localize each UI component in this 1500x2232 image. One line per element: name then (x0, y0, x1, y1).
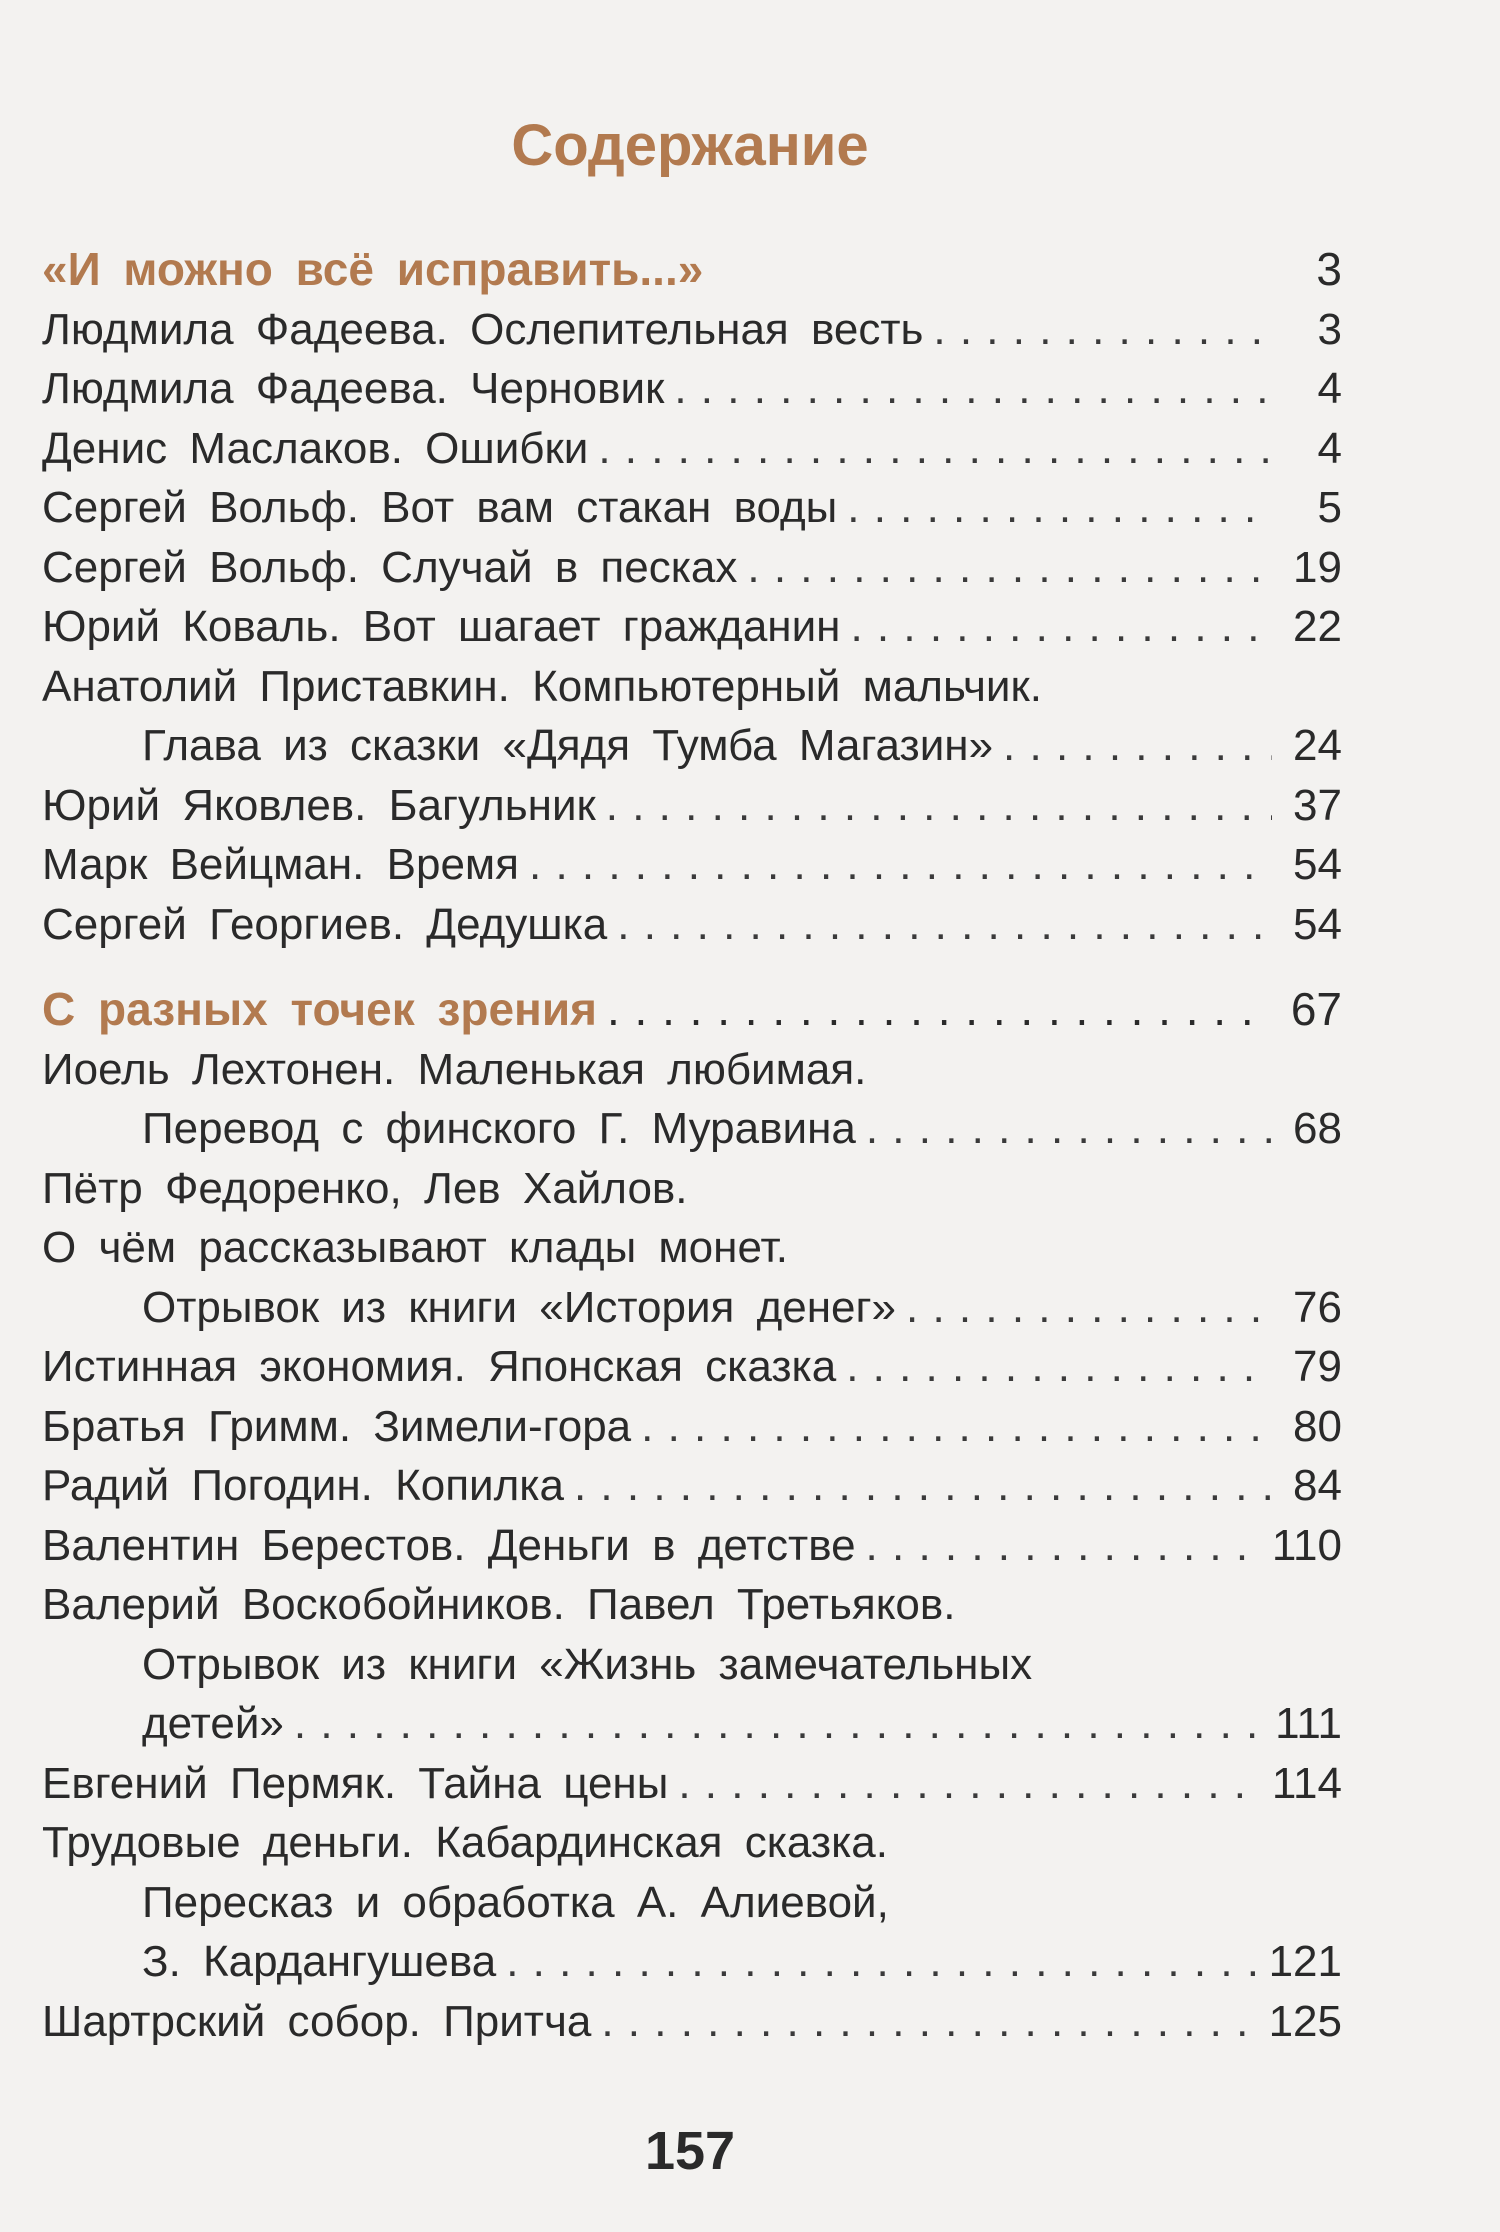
toc-entry-title: Денис Маслаков. Ошибки (42, 423, 589, 473)
dot-leader (506, 1932, 1258, 1992)
dot-leader (866, 1099, 1272, 1159)
toc-page-number: 79 (1293, 1342, 1342, 1391)
toc-page-number: 68 (1293, 1104, 1342, 1153)
toc-entry-title: Сергей Вольф. Вот вам стакан воды (42, 483, 838, 532)
toc-entry (42, 419, 1342, 479)
toc-entry-title: Юрий Яковлев. Багульник (42, 780, 596, 830)
toc-entry-title: Валерий Воскобойников. Павел Третьяков. (42, 1580, 956, 1629)
toc-section-heading (42, 980, 1342, 1040)
toc-entry-title: Шартрский собор. Притча (42, 1996, 592, 2046)
toc-entry-title: Трудовые деньги. Кабардинская сказка. (42, 1818, 888, 1867)
table-of-contents (42, 240, 1342, 2051)
dot-leader (617, 895, 1272, 955)
toc-entry (42, 835, 1342, 895)
toc-entry-title: Отрывок из книги «История денег» (142, 1282, 897, 1332)
toc-entry (42, 597, 1342, 657)
dot-leader (933, 300, 1272, 360)
toc-entry-title: О чём рассказывают клады монет. (42, 1223, 788, 1272)
toc-entry (42, 657, 1342, 717)
toc-page-number: 114 (1271, 1758, 1342, 1808)
toc-page-number: 54 (1293, 840, 1342, 889)
toc-entry-title: Валентин Берестов. Деньги в детстве (42, 1520, 856, 1570)
toc-entry-title: «И можно всё исправить...» (42, 243, 704, 295)
page-number: 157 (644, 2121, 736, 2181)
toc-entry (42, 1278, 1342, 1338)
toc-entry (42, 1337, 1342, 1397)
toc-page-number: 110 (1271, 1520, 1342, 1570)
toc-entry-title: Пересказ и обработка А. Алиевой, (142, 1877, 889, 1927)
dot-leader (674, 359, 1272, 419)
toc-entry (42, 1754, 1342, 1814)
dot-leader (678, 1754, 1262, 1814)
dot-leader (866, 1516, 1262, 1576)
toc-entry (42, 1099, 1342, 1159)
toc-entry (42, 1516, 1342, 1576)
toc-entry-title: Людмила Фадеева. Черновик (42, 364, 665, 413)
toc-entry (42, 1635, 1342, 1695)
toc-entry-title: Анатолий Приставкин. Компьютерный мальчик. (42, 661, 1042, 711)
toc-page-number: 24 (1293, 721, 1342, 770)
dot-leader (847, 478, 1272, 538)
dot-leader (606, 776, 1272, 836)
toc-entry (42, 1992, 1342, 2052)
toc-entry-title: Иоель Лехтонен. Маленькая любимая. (42, 1044, 867, 1094)
toc-entry (42, 1397, 1342, 1457)
toc-entry-title: Радий Погодин. Копилка (42, 1461, 564, 1510)
toc-entry (42, 1873, 1342, 1933)
dot-leader (641, 1397, 1272, 1457)
toc-entry (42, 300, 1342, 360)
toc-page-number: 22 (1293, 602, 1342, 651)
toc-entry (42, 1932, 1342, 1992)
dot-leader (601, 1992, 1258, 2052)
toc-entry (42, 716, 1342, 776)
toc-entry (42, 1040, 1342, 1100)
toc-entry (42, 1813, 1342, 1873)
dot-leader (529, 835, 1272, 895)
toc-page-number: 121 (1268, 1937, 1342, 1986)
toc-entry-title: З. Кардангушева (142, 1937, 497, 1986)
toc-entry (42, 1694, 1342, 1754)
dot-leader (574, 1456, 1272, 1516)
toc-page-number: 67 (1290, 983, 1342, 1035)
toc-page-number: 37 (1293, 780, 1342, 830)
toc-page-number: 3 (1316, 243, 1342, 295)
toc-page-number: 111 (1275, 1699, 1342, 1748)
dot-leader (747, 538, 1272, 598)
toc-entry-title: Людмила Фадеева. Ослепительная весть (42, 304, 924, 354)
toc-page-number: 76 (1293, 1282, 1342, 1332)
toc-entry-title: Сергей Георгиев. Дедушка (42, 899, 608, 949)
toc-entry-title: Истинная экономия. Японская сказка (42, 1342, 837, 1391)
toc-entry (42, 776, 1342, 836)
toc-entry (42, 1456, 1342, 1516)
toc-page-number: 3 (1317, 304, 1342, 354)
toc-entry (42, 478, 1342, 538)
dot-leader (294, 1694, 1265, 1754)
toc-entry (42, 895, 1342, 955)
toc-entry-title: Отрывок из книги «Жизнь замечательных (142, 1639, 1033, 1689)
dot-leader (906, 1278, 1272, 1338)
toc-entry-title: С разных точек зрения (42, 983, 597, 1035)
toc-page-number: 5 (1317, 483, 1342, 532)
dot-leader (846, 1337, 1272, 1397)
toc-section-heading (42, 240, 1342, 300)
toc-page-number: 4 (1317, 423, 1342, 473)
toc-entry (42, 1218, 1342, 1278)
toc-entry (42, 1575, 1342, 1635)
toc-entry-title: Марк Вейцман. Время (42, 840, 519, 889)
dot-leader (598, 419, 1272, 479)
toc-page-number: 84 (1293, 1461, 1342, 1510)
dot-leader (1003, 716, 1272, 776)
toc-entry-title: Братья Гримм. Зимели-гора (42, 1401, 632, 1451)
toc-entry (42, 1159, 1342, 1219)
toc-entry-title: Евгений Пермяк. Тайна цены (42, 1758, 669, 1808)
dot-leader (607, 980, 1272, 1040)
toc-page-number: 54 (1293, 899, 1342, 949)
toc-entry-title: Сергей Вольф. Случай в песках (42, 542, 738, 592)
toc-page-number: 125 (1268, 1996, 1342, 2046)
dot-leader (850, 597, 1272, 657)
toc-entry-title: Юрий Коваль. Вот шагает гражданин (42, 602, 841, 651)
toc-entry-title: Пётр Федоренко, Лев Хайлов. (42, 1163, 688, 1213)
toc-entry-title: Перевод с финского Г. Муравина (142, 1104, 856, 1153)
page-title: Содержание (511, 113, 869, 178)
toc-page-number: 80 (1293, 1401, 1342, 1451)
toc-entry-title: детей» (142, 1699, 284, 1748)
toc-entry (42, 538, 1342, 598)
toc-entry-title: Глава из сказки «Дядя Тумба Магазин» (142, 721, 994, 770)
toc-entry (42, 359, 1342, 419)
toc-page-number: 19 (1293, 542, 1342, 592)
toc-page-number: 4 (1317, 364, 1342, 413)
